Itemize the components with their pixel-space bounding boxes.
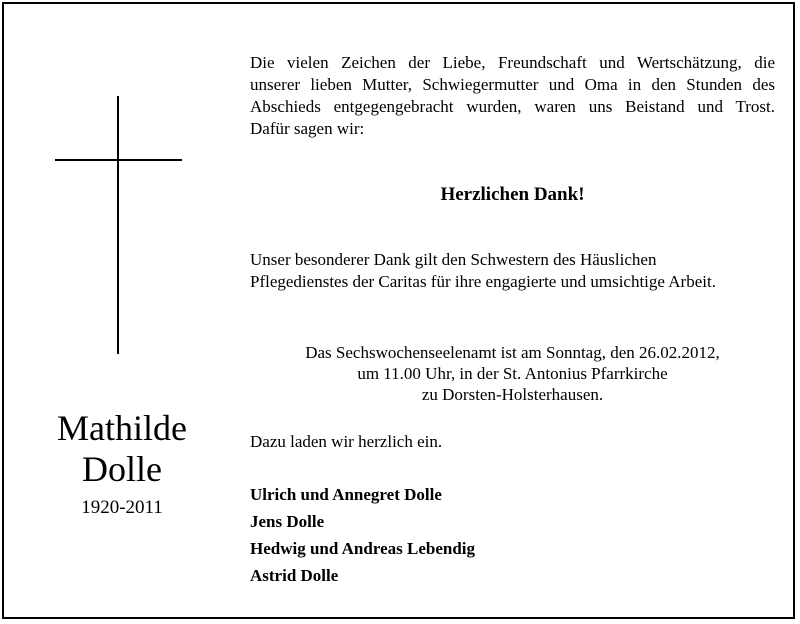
cross-vertical-bar: [117, 96, 119, 354]
invitation-text: Dazu laden wir herzlich ein.: [250, 432, 443, 451]
intro-line: Dafür sagen wir:: [250, 119, 365, 138]
deceased-life-years: 1920-2011: [81, 497, 163, 518]
special-thanks-line: Unser besonderer Dank gilt den Schwestern des Häuslichen: [250, 250, 657, 269]
deceased-last-name: Dolle: [82, 449, 162, 489]
signature-name: Ulrich und Annegret Dolle: [250, 485, 442, 504]
intro-line: Die vielen Zeichen der Liebe, Freundschaft und Wertschätzung, die: [250, 53, 775, 72]
signature-name: Jens Dolle: [250, 512, 325, 531]
intro-line: unserer lieben Mutter, Schwiegermutter und Oma in den Stunden des: [250, 75, 775, 94]
special-thanks-line: Pflegedienstes der Caritas für ihre engagierte und umsichtige Arbeit.: [250, 272, 716, 291]
mass-announcement: [250, 342, 775, 405]
mass-line: um 11.00 Uhr, in der St. Antonius Pfarrkirche: [357, 364, 668, 383]
special-thanks-paragraph: [250, 249, 775, 293]
mass-line: zu Dorsten-Holsterhausen.: [421, 385, 604, 404]
signature-name: Hedwig und Andreas Lebendig: [250, 539, 476, 558]
intro-paragraph: [250, 52, 775, 140]
deceased-first-name: Mathilde: [57, 408, 187, 448]
thanks-heading: Herzlichen Dank!: [440, 184, 585, 205]
signatures: [250, 481, 775, 589]
intro-line: Abschieds entgegengebracht wurden, waren uns Beistand und Trost.: [250, 97, 775, 116]
mass-line: Das Sechswochenseelenamt ist am Sonntag, den 26.02.2012,: [305, 343, 720, 362]
signature-name: Astrid Dolle: [250, 566, 339, 585]
cross-horizontal-bar: [55, 159, 182, 161]
